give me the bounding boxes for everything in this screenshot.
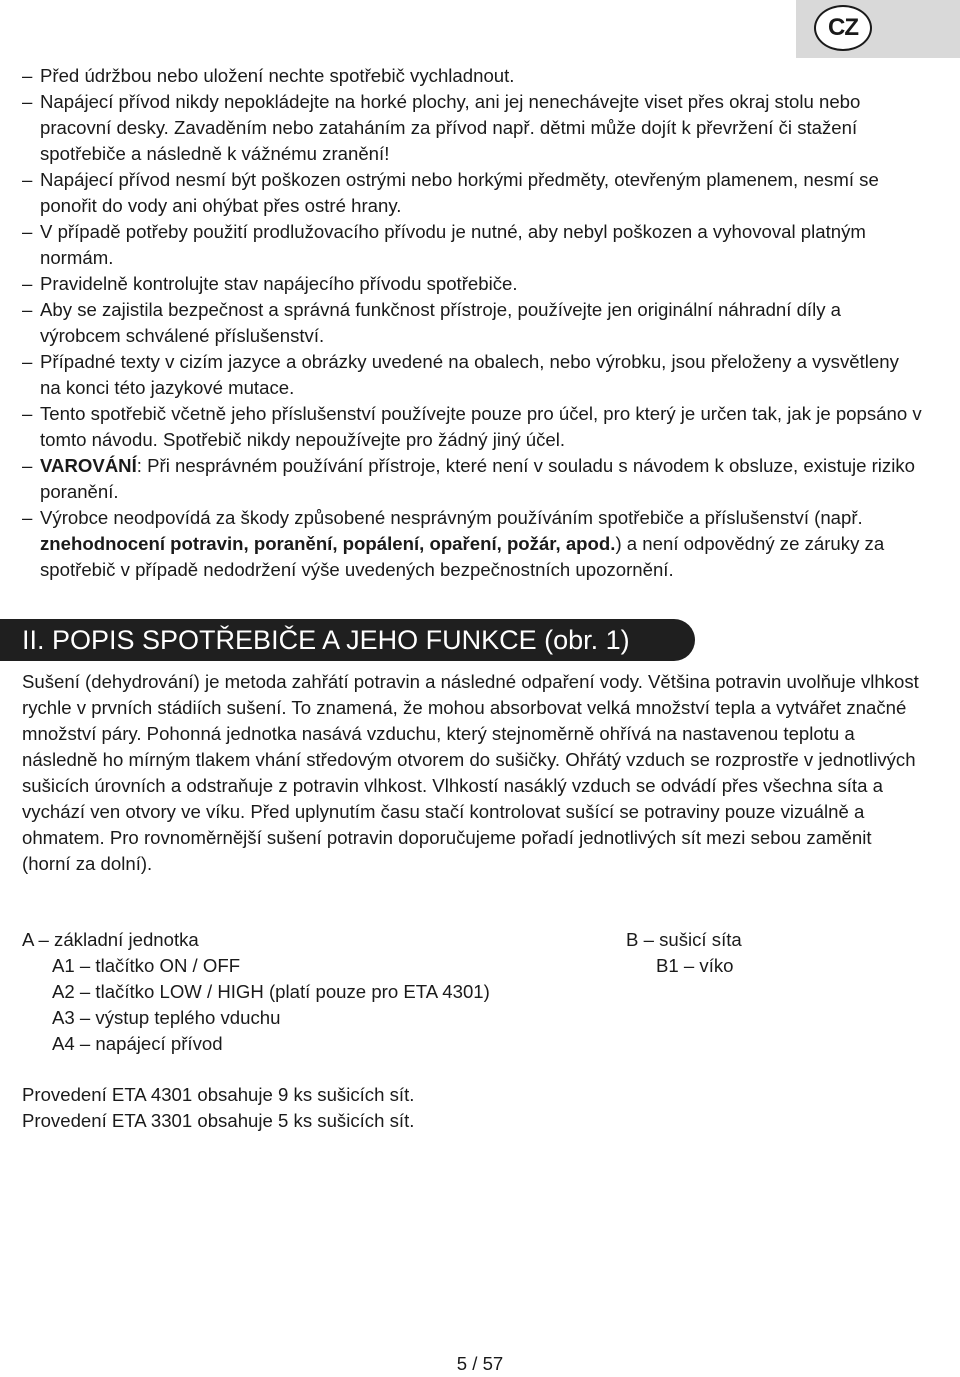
variant-line: Provedení ETA 3301 obsahuje 5 ks sušicích sít. [22,1110,415,1131]
language-badge: CZ [814,5,872,51]
safety-instructions-list [22,63,922,583]
safety-item: – Případné texty v cizím jazyce a obrázky uvedené na obalech, nebo výrobku, jsou přeloženy a vysvětleny na konci této jazykové mutace. [22,351,899,398]
part-item: A2 – tlačítko LOW / HIGH (platí pouze pro ETA 4301) [52,981,490,1002]
safety-item: – Před údržbou nebo uložení nechte spotřebič vychladnout. [22,63,922,89]
liability-examples: znehodnocení potravin, poranění, popálení, opaření, požár, apod. [40,533,616,554]
parts-list-right [626,927,742,979]
intro-paragraph: Sušení (dehydrování) je metoda zahřátí potravin a následné odpaření vody. Většina potravin uvolňuje vlhkost rychle v prvních stádiích sušení. To znamená, že mohou absorbovat velká množství tepla a vytvářet značné množství páry. Pohonná jednotka nasává vzduchu, který stejnoměrně ohřívá na nastavenou teplotu a následně ho mírným tlakem vhání středovým otvorem do sušičky. Ohřátý vzduch se rozprostře v jednotlivých sušicích úrovních a odstraňuje z potravin vlhkost. Vlhkostí nasáklý vzduch se odvádí přes všechna síta a vychází ven otvory ve víku. Před uplynutím času stačí kontrolovat sušící se potraviny pouze vizuálně a ohmatem. Pro rovnoměrnější sušení potravin doporučujeme pořadí jednotlivých sít mezi sebou zaměnit (horní za dolní). [22,671,919,874]
safety-item: – Pravidelně kontrolujte stav napájecího přívodu spotřebiče. [22,271,922,297]
dash-bullet: – [22,455,33,476]
dash-bullet: – [22,65,33,86]
dash-bullet: – [22,299,33,320]
dash-bullet: – [22,351,33,372]
warning-label: VAROVÁNÍ [40,455,137,476]
safety-item: – Napájecí přívod nikdy nepokládejte na horké plochy, ani jej nenechávejte viset přes okraj stolu nebo pracovní desky. Zavaděním nebo zataháním za přívod např. dětmi může dojít k převržení či stažení spotřebiče a následně k vážnému zranění! [22,91,861,164]
variant-line: Provedení ETA 4301 obsahuje 9 ks sušicích sít. [22,1084,415,1105]
dash-bullet: – [22,507,33,528]
dash-bullet: – [22,169,33,190]
warning-item: – VAROVÁNÍ: Při nesprávném používání přístroje, které není v souladu s návodem k obsluze, existuje riziko poranění. [22,455,915,502]
page-number: 5 / 57 [456,1353,504,1374]
section-heading: II. POPIS SPOTŘEBIČE A JEHO FUNKCE (obr. 1) [0,619,695,661]
language-tab [796,0,960,58]
part-item: A1 – tlačítko ON / OFF [52,955,241,976]
safety-item: – Tento spotřebič včetně jeho příslušenství používejte pouze pro účel, pro který je určen tak, jak je popsáno v tomto návodu. Spotřebič nikdy nepoužívejte pro žádný jiný účel. [22,403,922,450]
variants-list [22,1082,414,1134]
part-item: B – sušicí síta [626,929,742,950]
liability-item: – Výrobce neodpovídá za škody způsobené nesprávným používáním spotřebiče a příslušenství (např. znehodnocení potravin, poranění, popálení, opaření, požár, apod.) a není odpovědný ze záruky za spotřebič v případě nedodržení výše uvedených bezpečnostních upozornění. [22,507,885,580]
dash-bullet: – [22,221,33,242]
dash-bullet: – [22,273,33,294]
dash-bullet: – [22,403,33,424]
part-item: A – základní jednotka [22,929,199,950]
safety-item: – Napájecí přívod nesmí být poškozen ostrými nebo horkými předměty, otevřeným plamenem, nesmí se ponořit do vody ani ohýbat přes ostré hrany. [22,169,879,216]
part-item: B1 – víko [656,955,734,976]
part-item: A3 – výstup teplého vduchu [52,1007,281,1028]
part-item: A4 – napájecí přívod [52,1033,223,1054]
dash-bullet: – [22,91,33,112]
safety-item: – Aby se zajistila bezpečnost a správná funkčnost přístroje, používejte jen originální náhradní díly a výrobcem schválené příslušenství. [22,299,842,346]
safety-item: – V případě potřeby použití prodlužovacího přívodu je nutné, aby nebyl poškozen a vyhovoval platným normám. [22,221,866,268]
parts-list-left [22,927,490,1057]
